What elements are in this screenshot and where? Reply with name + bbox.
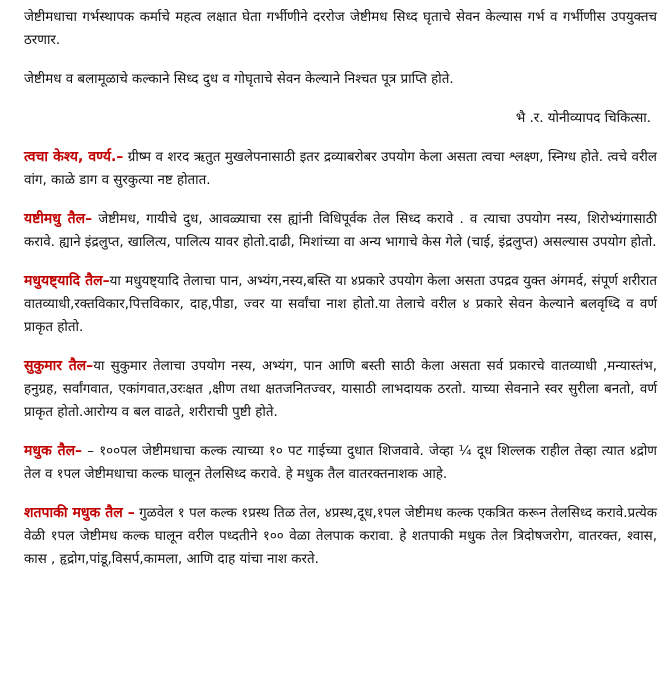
source-reference: भै .र. योनीव्यापद चिकित्सा.: [515, 111, 651, 126]
intro-paragraph: जेष्टीमधाचा गर्भस्थापक कर्माचे महत्व लक्षात घेता गर्भीणीने दररोज जेष्टीमध सिध्द घृताचे सेवन केल्यास गर्भ व गर्भीणीस उपयुक्तच ठरणार.: [24, 10, 657, 48]
section-madhuk-tail: [24, 440, 657, 486]
section-body-skin: ग्रीष्म व शरद ऋतुत मुखलेपनासाठी इतर द्रव्याबरोबर उपयोग केला असता त्वचा श्लक्ष्ण, स्निग्ध होते. त्वचे वरील वांग, काळे डाग व सुरकुत्या नष्ट होतात.: [24, 150, 657, 188]
section-heading-madhuyashtyadi-tail: मधुयष्ट्यादि तैल–: [24, 273, 110, 289]
section-body-madhuk-tail: – १००पल जेष्टीमधाचा कल्क त्याच्या १० पट गाईच्या दुधात शिजवावे. जेव्हा ¼ दूध शिल्लक राहील तेव्हा त्यात ४द्रोण तेल व १पल जेष्टीमधाचा कल्क घालून तेलसिध्द करावे. हे मधुक तैल वातरक्तनाशक आहे.: [24, 444, 657, 482]
section-heading-sukumar-tail: सुकुमार तैल–: [24, 358, 94, 374]
section-body-madhuyashtyadi-tail: या मधुयष्ट्यादि तेलाचा पान, अभ्यंग,नस्य,बस्ति या ४प्रकारे उपयोग केला असता उपद्रव युक्त अंगमर्द, संपूर्ण शरीरात वातव्याधी,रक्तविकार,पित्तविकार, दाह,पीडा, ज्वर या सर्वांचा नाश होतो.या तेलाचे वरील ४ प्रकारे सेवन केल्याने बलवृध्दि व वर्ण प्राकृत होतो.: [24, 274, 658, 335]
section-body-yashtimadhu-tail: जेष्टीमध, गायीचे दुध, आवळ्याचा रस ह्यांनी विधिपूर्वक तेल सिध्द करावे . व त्याचा उपयोग नस्य, शिरोभ्यंगासाठी करावे. ह्याने इंद्रलुप्त, खालित्य, पालित्य यावर होतो.दाढी, मिशांच्या वा अन्य भागाचे केस गेले (चाई, इंद्रलुप्त) असल्यास उपयोग होतो.: [24, 212, 657, 250]
section-body-shatapaki-madhuk-tail: गुळवेल १ पल कल्क १प्रस्थ तिळ तेल, ४प्रस्थ,दूध,१पल जेष्टीमध कल्क एकत्रित करून तेलसिध्द करावे.प्रत्येक वेळी १पल जेष्टीमध कल्क घालून वरील पध्दतीने १०० वेळा तेलपाक करावा. हे शतपाकी मधुक तेल त्रिदोषजरोग, वातरक्त, श्वास, कास , हृद्रोग,पांडू,विसर्प,कामला, आणि दाह यांचा नाश करते.: [24, 506, 657, 567]
section-madhuyashtyadi-tail: [24, 270, 657, 339]
section-heading-madhuk-tail: मधुक तैल–: [24, 443, 83, 459]
section-shatapaki-madhuk-tail: [24, 502, 657, 571]
section-skin: [24, 146, 657, 192]
section-heading-skin: त्वचा केश्य, वर्ण्य.–: [24, 149, 124, 165]
section-sukumar-tail: [24, 355, 657, 424]
section-heading-yashtimadhu-tail: यष्टीमधु तैल–: [24, 211, 93, 227]
section-heading-shatapaki-madhuk-tail: शतपाकी मधुक तैल –: [24, 505, 135, 521]
second-paragraph: जेष्टीमध व बलामूळाचे कल्काने सिध्द दुध व गोघृताचे सेवन केल्याने निश्चत पूत्र प्राप्ति होते.: [24, 72, 454, 87]
section-yashtimadhu-tail: [24, 208, 657, 254]
section-body-sukumar-tail: या सुकुमार तेलाचा उपयोग नस्य, अभ्यंग, पान आणि बस्ती साठी केला असता सर्व प्रकारचे वातव्याधी ,मन्यास्तंभ, हनुग्रह, सर्वांगवात, एकांगवात,उरःक्षत ,क्षीण तथा क्षतजनितज्वर, यासाठी लाभदायक ठरतो. याच्या सेवनाने स्वर सुरीला बनतो, वर्ण प्राकृत होतो.आरोग्य व बल वाढते, शरीराची पुष्टी होते.: [24, 359, 657, 420]
